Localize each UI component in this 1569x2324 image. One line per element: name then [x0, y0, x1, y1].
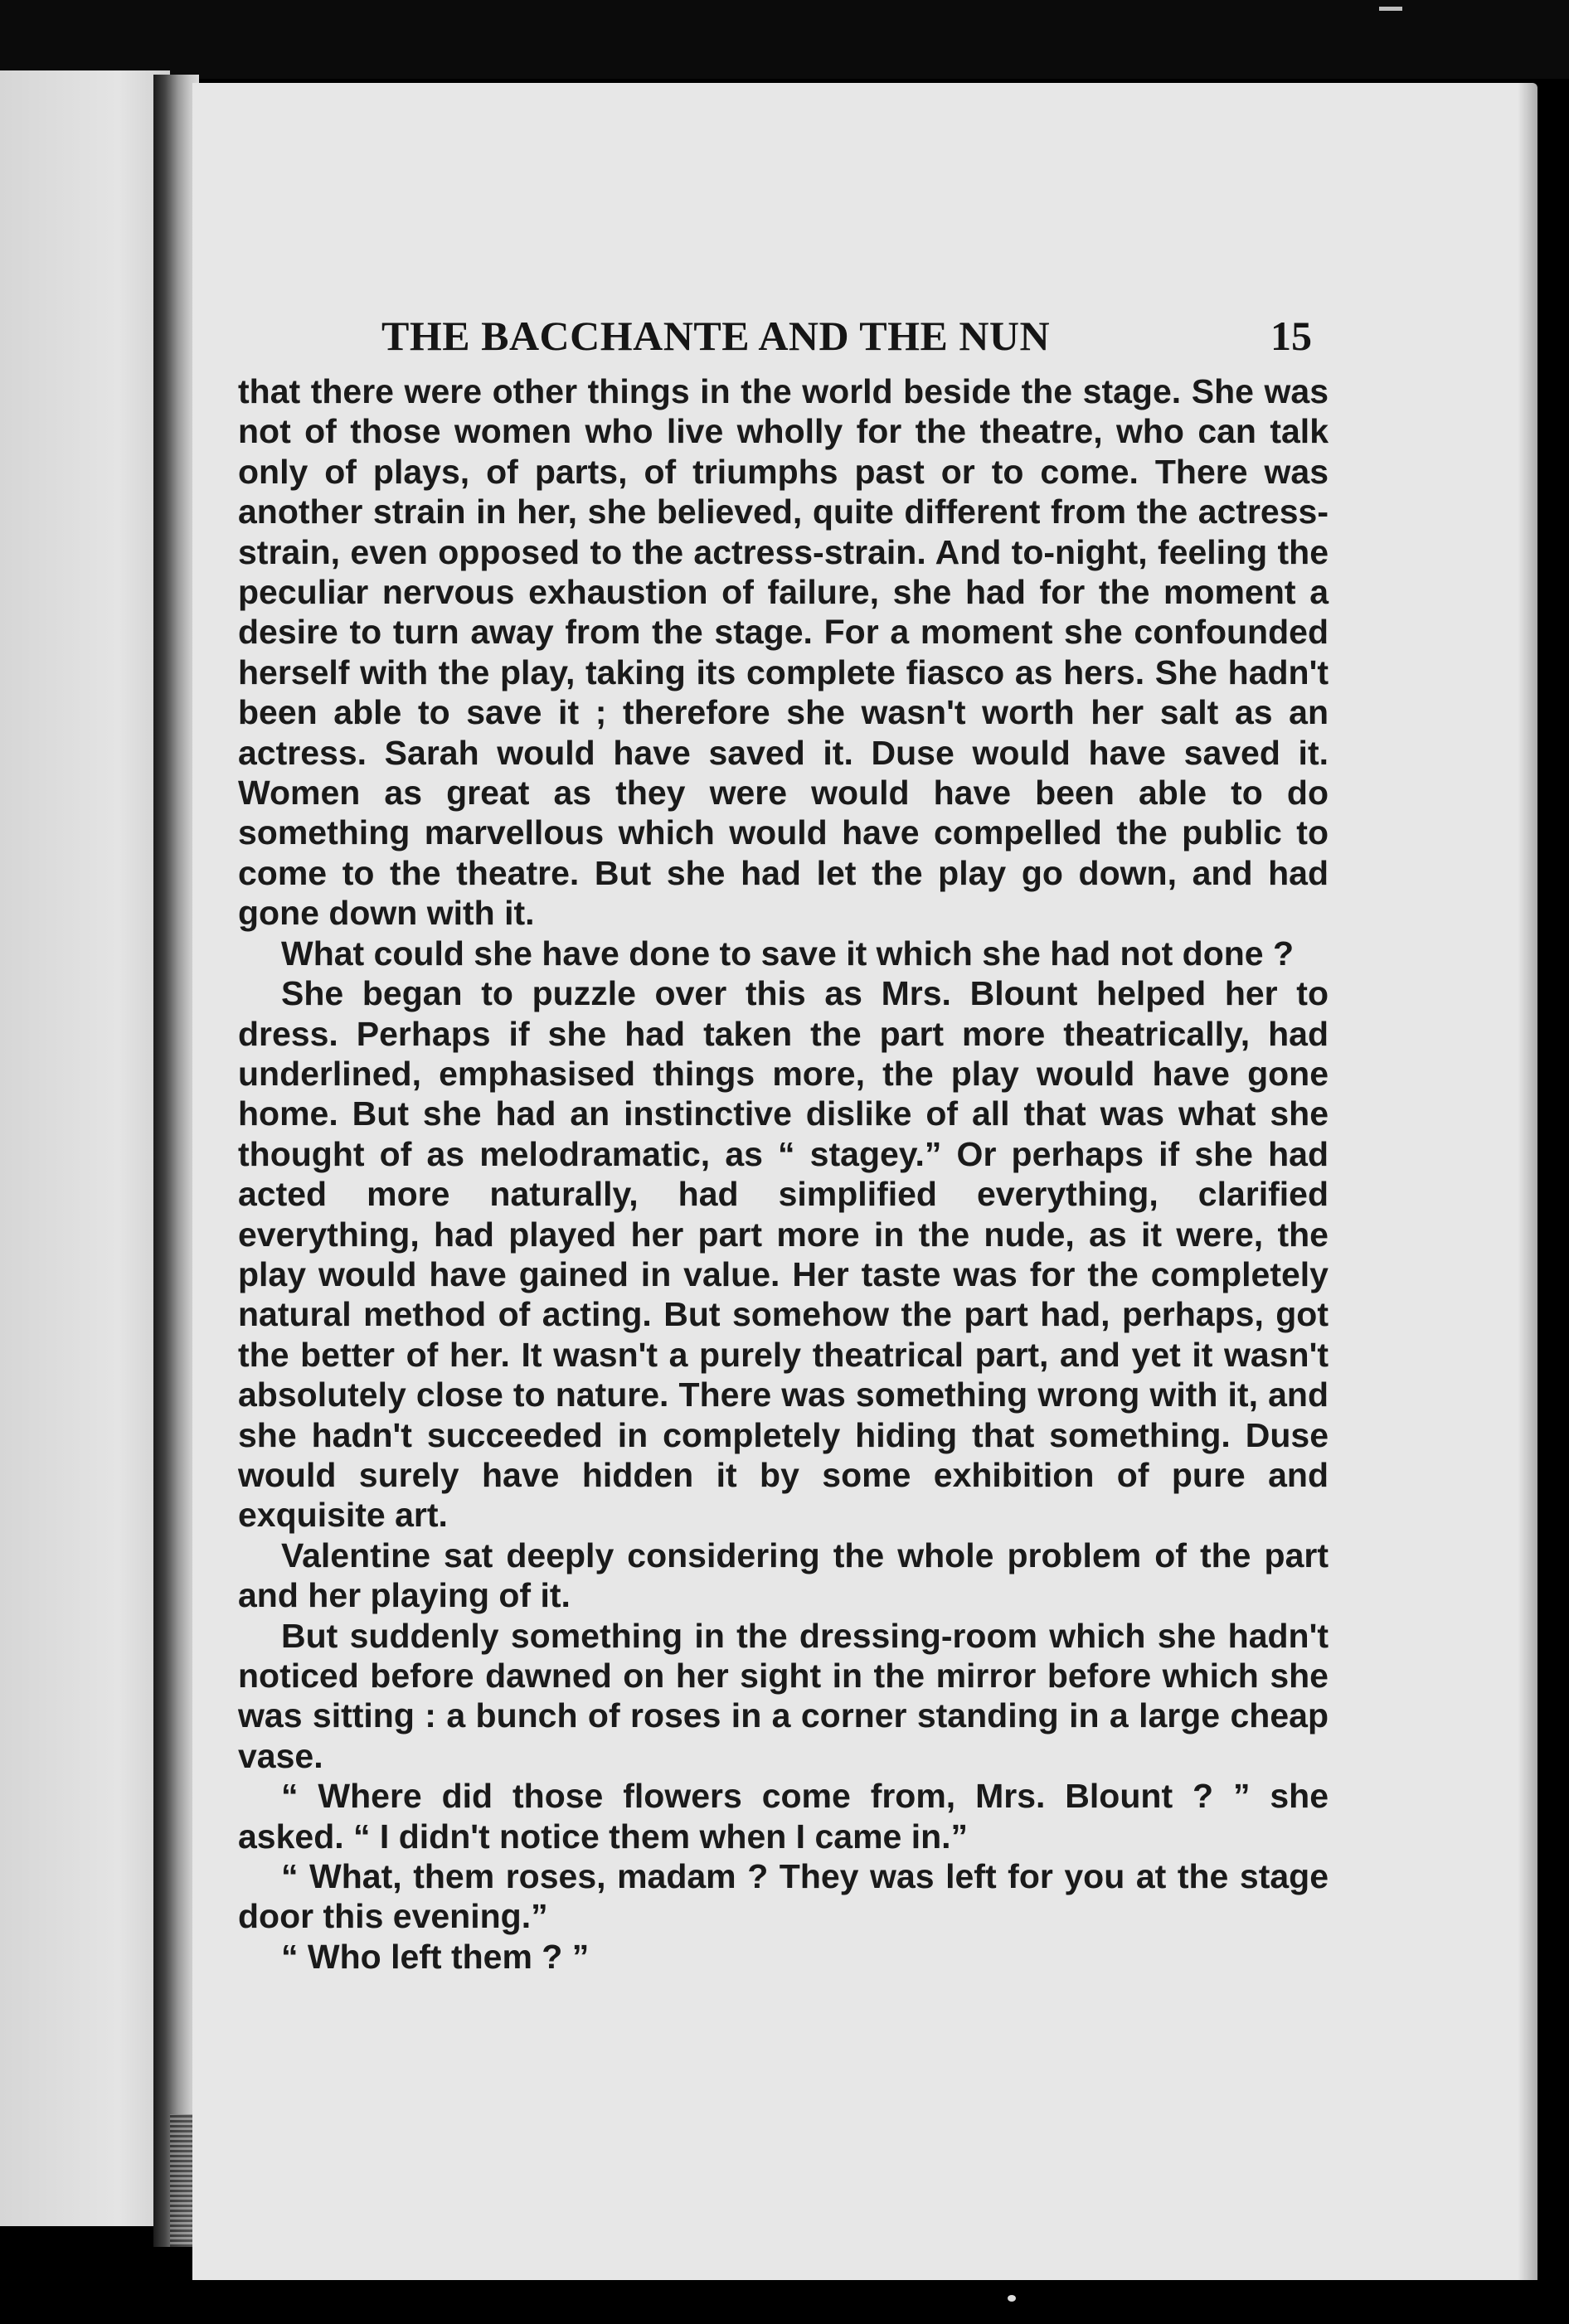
previous-page-edge: [0, 70, 170, 2226]
scan-speck: [1008, 2295, 1016, 2302]
paragraph: “ What, them roses, madam ? They was left for you at the stage door this evening.”: [238, 1857, 1329, 1936]
paragraph: She began to puzzle over this as Mrs. Blount helped her to dress. Perhaps if she had taken the part more theatrically, had underlined, emphasised things more, the play would have gone home. But she had an instinctive dislike of all that was what she thought of as melodramatic, as “ stagey.” Or perhaps if she had acted more naturally, had simplified everything, clarified everything, had played her part more in the nude, as it were, the play would have gained in value. Her taste was for the completely natural method of acting. But somehow the part had, perhaps, got the better of her. It wasn't a purely theatrical part, and yet it wasn't absolutely close to nature. There was something wrong with it, and she hadn't succeeded in completely hiding that something. Duse would surely have hidden it by some exhibition of pure and exquisite art.: [238, 974, 1329, 1535]
page-edge-shadow: [1518, 83, 1537, 2280]
running-head-title: THE BACCHANTE AND THE NUN: [381, 313, 1051, 359]
paragraph: Valentine sat deeply considering the whole problem of the part and her playing of it.: [238, 1536, 1329, 1615]
book-page: [192, 83, 1537, 2280]
paragraph: “ Where did those flowers come from, Mrs. Blount ? ” she asked. “ I didn't notice them when I came in.”: [238, 1777, 1329, 1856]
body-text: [238, 371, 1329, 1977]
scan-speck: [1379, 7, 1402, 11]
paragraph: What could she have done to save it which she had not done ?: [281, 934, 1295, 973]
paragraph: that there were other things in the world beside the stage. She was not of those women who live wholly for the theatre, who can talk only of plays, of parts, of triumphs past or to come. There was another strain in her, she believed, quite different from the actress-strain, even opposed to the actress-strain. And to-night, feeling the peculiar nervous exhaustion of failure, she had for the moment a desire to turn away from the stage. For a moment she confounded herself with the play, taking its complete fiasco as hers. She hadn't been able to save it ; therefore she wasn't worth her salt as an actress. Sarah would have saved it. Duse would have saved it. Women as great as they were would have been able to do something marvellous which would have compelled the public to come to the theatre. But she had let the play go down, and had gone down with it.: [238, 372, 1329, 933]
paragraph: “ Who left them ? ”: [281, 1937, 590, 1976]
page-number: 15: [1270, 313, 1312, 359]
paragraph: But suddenly something in the dressing-room which she hadn't noticed before dawned on her sight in the mirror before which she was sitting : a bunch of roses in a corner standing in a large cheap vase.: [238, 1616, 1329, 1775]
scan-top-border: [0, 0, 1569, 79]
running-head: [192, 307, 1537, 365]
